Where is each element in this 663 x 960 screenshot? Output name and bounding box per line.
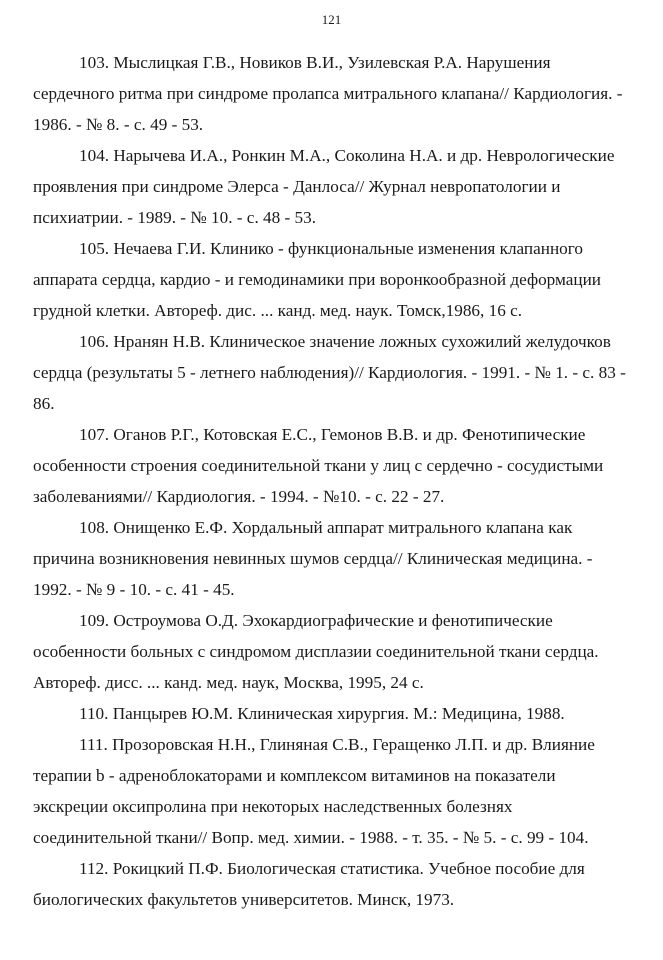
reference-item: 108. Онищенко Е.Ф. Хордальный аппарат митрального клапана как причина возникновения невинных шумов сердца// Клиническая медицина. - 1992. - № 9 - 10. - с. 41 - 45. [33,518,593,599]
reference-item: 111. Прозоровская Н.Н., Глиняная С.В., Геращенко Л.П. и др. Влияние терапии b - адреноблокаторами и комплексом витаминов на показатели экскреции оксипролина при некоторых наследственных болезнях соединительной ткани// Вопр. мед. химии. - 1988. - т. 35. - № 5. - с. 99 - 104. [33,735,595,847]
reference-item: 107. Оганов Р.Г., Котовская Е.С., Гемонов В.В. и др. Фенотипические особенности строения соединительной ткани у лиц с сердечно - сосудистыми заболеваниями// Кардиология. - 1994. - №10. - с. 22 - 27. [33,425,604,506]
reference-item: 110. Панцырев Ю.М. Клиническая хирургия. М.: Медицина, 1988. [79,704,565,723]
reference-item: 112. Рокицкий П.Ф. Биологическая статистика. Учебное пособие для биологических факультетов университетов. Минск, 1973. [33,859,585,909]
page-number: 121 [321,12,342,27]
reference-item: 103. Мыслицкая Г.В., Новиков В.И., Узилевская Р.А. Нарушения сердечного ритма при синдроме пролапса митрального клапана// Кардиология. - 1986. - № 8. - с. 49 - 53. [33,53,623,134]
reference-item: 104. Нарычева И.А., Ронкин М.А., Соколина Н.А. и др. Неврологические проявления при синдроме Элерса - Данлоса// Журнал невропатологии и психиатрии. - 1989. - № 10. - с. 48 - 53. [33,146,615,227]
reference-item: 105. Нечаева Г.И. Клинико - функциональные изменения клапанного аппарата сердца, кардио - и гемодинамики при воронкообразной деформации грудной клетки. Автореф. дис. ... канд. мед. наук. Томск,1986, 16 с. [33,239,601,320]
reference-item: 109. Остроумова О.Д. Эхокардиографические и фенотипические особенности больных с синдромом дисплазии соединительной ткани сердца. Автореф. дисс. ... канд. мед. наук, Москва, 1995, 24 с. [33,611,599,692]
reference-list [33,47,633,915]
reference-item: 106. Нранян Н.В. Клиническое значение ложных сухожилий желудочков сердца (результаты 5 - летнего наблюдения)// Кардиология. - 1991. - № 1. - с. 83 - 86. [33,332,626,413]
